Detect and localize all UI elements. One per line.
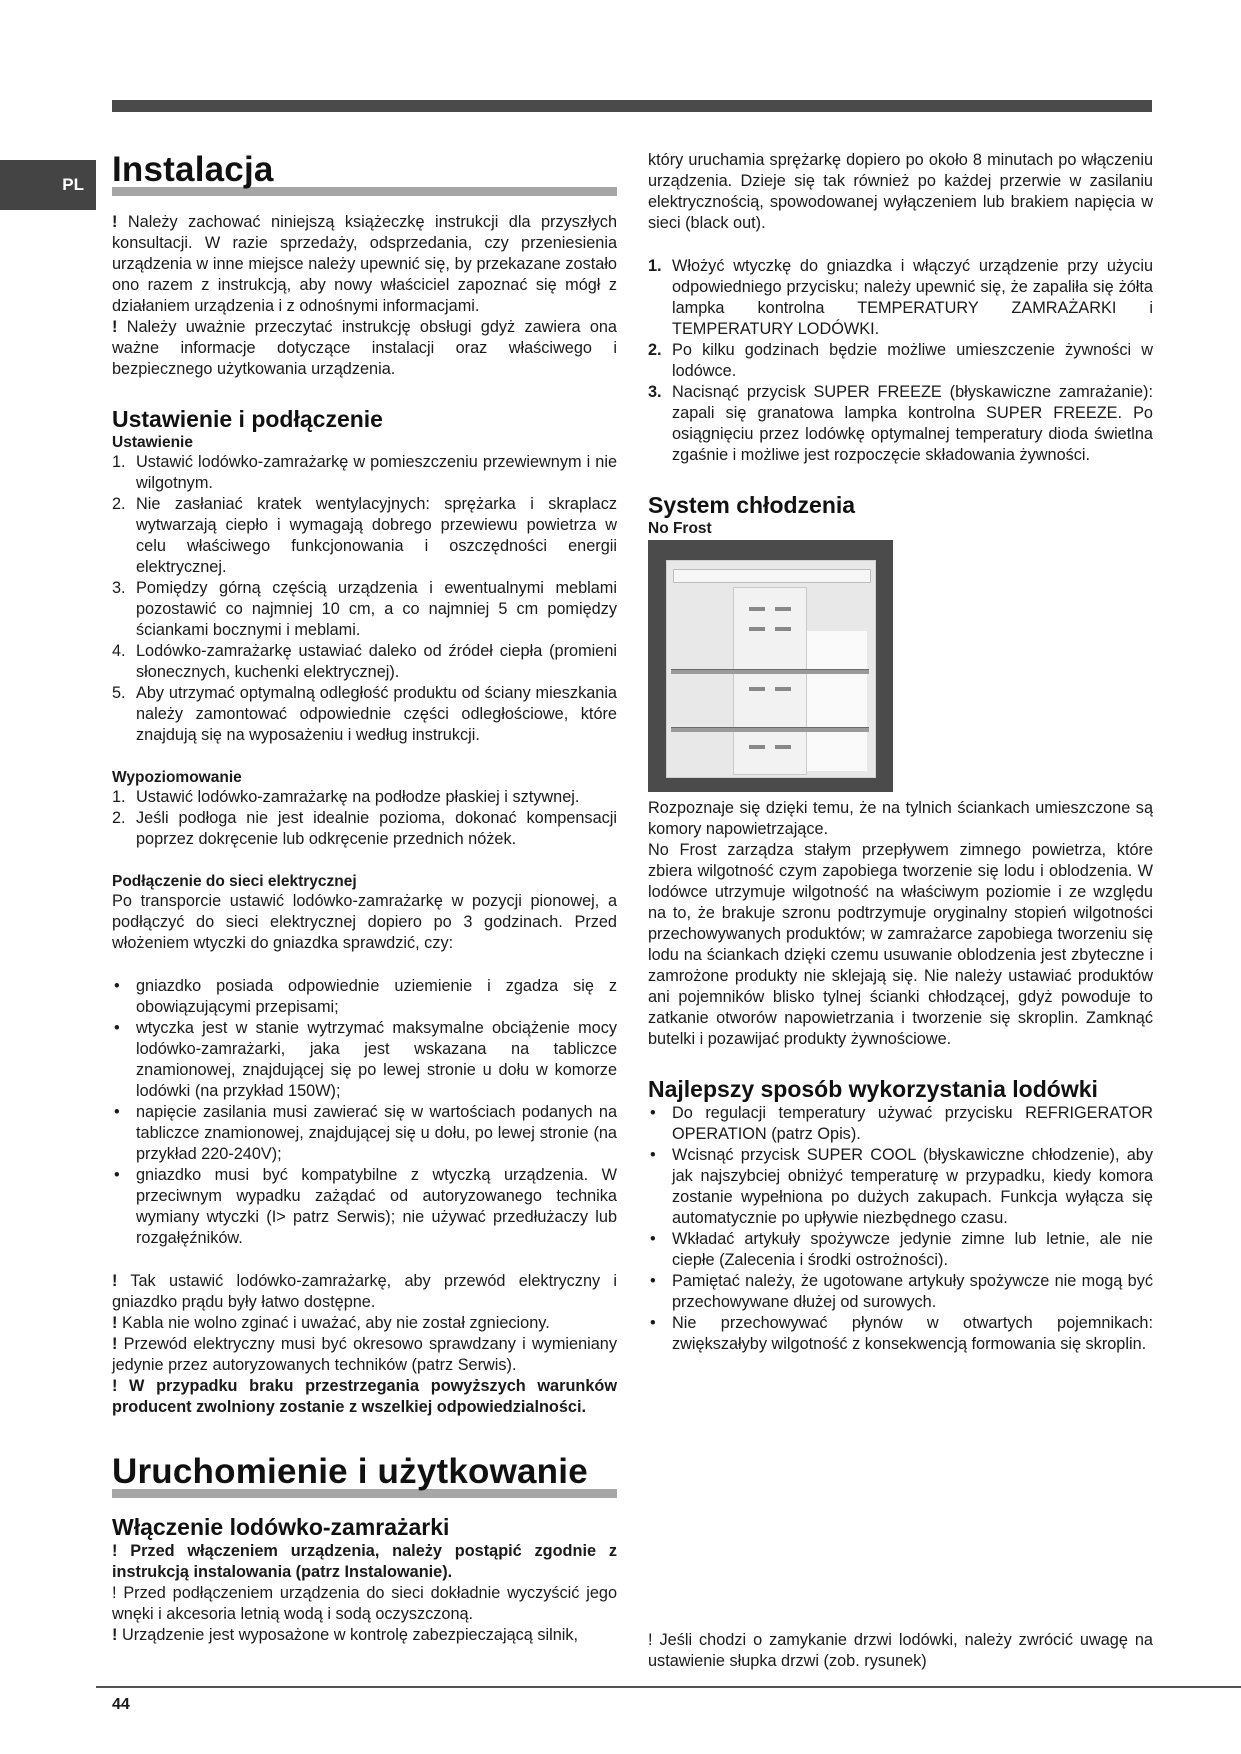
startup-continuation: który uruchamia sprężarkę dopiero po około 8 minutach po włączeniu urządzenia. Dzieje się tak również po każdej przerwie w zasilaniu elektrycznością, spowodowanej wyłączeniem lub brakiem napięcia w sieci (black out). [648, 151, 1153, 232]
list-item: • Nie przechowywać płynów w otwartych pojemnikach: zwiększałyby wilgotność z konsekwencją formowania się skroplin. [650, 1314, 1153, 1353]
page-number: 44 [112, 1696, 130, 1713]
list-item: 5. Aby utrzymać optymalną odległość produktu od ściany mieszkania należy zamontować odpowiednie części odległościowe, które znajdują się na wyposażeniu i według instrukcji. [112, 684, 617, 744]
install-note-1: ! Należy zachować niniejszą książeczkę instrukcji dla przyszłych konsultacji. W razie sprzedaży, odsprzedania, czy przeniesienia urządzenia w inne miejsce należy upewnić się, by przekazane zostało ono razem z instrukcją, aby nowy właściciel zapoznać się mógł z działaniem urządzenia i z odnośnymi informacjami. [112, 213, 617, 315]
air-duct [733, 587, 807, 775]
list-item: • gniazdko musi być kompatybilne z wtyczką urządzenia. W przeciwnym wypadku zażądać od autoryzowanego technika wymiany wtyczki (I> patrz Serwis); nie używać przedłużaczy lub rozgałęźników. [114, 1166, 617, 1247]
language-tab: PL [0, 160, 96, 210]
cooling-paragraph-1: Rozpoznaje się dzięki temu, że na tylnich ściankach umieszczone są komory napowietrzające. [648, 799, 1153, 838]
left-column [112, 150, 617, 1646]
installation-title: Instalacja [112, 150, 274, 189]
list-item: • Wcisnąć przycisk SUPER COOL (błyskawiczne chłodzenie), aby jak najszybciej obniżyć temperaturę w przypadku, kiedy komora zostanie wypełniona po dużych zakupach. Funkcja wyłącza się automatycznie po upływie niezbędnego czasu. [650, 1146, 1153, 1227]
fridge-interior-illustration [648, 540, 893, 792]
electric-warning-3: ! Przewód elektryczny musi być okresowo sprawdzany i wymieniany jedynie przez autoryzowanych techników (patrz Serwis). [112, 1335, 617, 1374]
list-item: 3. Nacisnąć przycisk SUPER FREEZE (błyskawiczne zamrażanie): zapali się granatowa lampka kontrolna SUPER FREEZE. Po osiągnięciu przez lodówkę optymalnej temperatury dioda świetlna zgaśnie i możliwe jest rozpoczęcie składowania żywności. [648, 383, 1153, 464]
list-item: • Pamiętać należy, że ugotowane artykuły spożywcze nie mogą być przechowywane dłużej od surowych. [650, 1272, 1153, 1311]
startup-title: Uruchomienie i użytkowanie [112, 1452, 588, 1491]
bottom-rule [96, 1686, 1241, 1688]
list-item: 1. Włożyć wtyczkę do gniazdka i włączyć urządzenie przy użyciu odpowiedniego przycisku; należy upewnić się, że zapaliła się żółta lampka kontrolna TEMPERATURY ZAMRAŻARKI i TEMPERATURY LODÓWKI. [648, 257, 1153, 338]
electric-checklist [112, 976, 617, 1249]
startup-subtitle: Włączenie lodówko-zamrażarki [112, 1514, 450, 1540]
list-item: • napięcie zasilania musi zawierać się w wartościach podanych na tabliczce znamionowej, znajdującej się u dołu, po lewej stronie (na przykład 220-240V); [114, 1103, 617, 1163]
list-item: 1. Ustawić lodówko-zamrażarkę w pomieszczeniu przewiewnym i nie wilgotnym. [112, 453, 617, 492]
shelf [671, 669, 869, 674]
list-item: 4. Lodówko-zamrażarkę ustawiać daleko od źródeł ciepła (promieni słonecznych, kuchenki elektrycznej). [112, 642, 617, 681]
startup-bold-note: ! Przed włączeniem urządzenia, należy postąpić zgodnie z instrukcją instalowania (patrz Instalowanie). [112, 1542, 617, 1581]
cooling-subtitle: No Frost [648, 520, 712, 537]
cooling-title: System chłodzenia [648, 492, 856, 518]
list-item: 2. Jeśli podłoga nie jest idealnie pozioma, dokonać kompensacji poprzez dokręcenie lub odkręcenie przednich nóżek. [112, 809, 617, 848]
placement-subtitle: Ustawienie [112, 434, 193, 451]
electric-warning-1: ! Tak ustawić lodówko-zamrażarkę, aby przewód elektryczny i gniazdko prądu były łatwo dostępne. [112, 1272, 617, 1311]
door-footnote: ! Jeśli chodzi o zamykanie drzwi lodówki, należy zwrócić uwagę na ustawienie słupka drzwi (zob. rysunek) [648, 1631, 1153, 1670]
leveling-subtitle: Wypoziomowanie [112, 769, 242, 786]
startup-steps [648, 256, 1153, 466]
list-item: • Wkładać artykuły spożywcze jedynie zimne lub letnie, ale nie ciepłe (Zalecenia i środki ostrożności). [650, 1230, 1153, 1269]
top-rule [112, 100, 1152, 112]
list-item: 2. Po kilku godzinach będzie możliwe umieszczenie żywności w lodówce. [648, 341, 1153, 380]
list-item: • gniazdko posiada odpowiednie uziemienie i zgadza się z obowiązującymi przepisami; [114, 977, 617, 1016]
list-item: • Do regulacji temperatury używać przycisku REFRIGERATOR OPERATION (patrz Opis). [650, 1104, 1153, 1143]
shelf [671, 727, 869, 732]
placement-list [112, 452, 617, 746]
cooling-paragraph-2: No Frost zarządza stałym przepływem zimnego powietrza, które zbiera wilgotność czym zapobiega tworzenie się lodu i oblodzenia. W lodówce utrzymuje wilgotność na właściwym poziomie i ze względu na to, że brakuje szronu podtrzymuje oryginalny stopień wilgotności przechowywanych produktów; w zamrażarce zapobiega tworzeniu się lodu na ściankach dzięki czemu usuwanie oblodzenia jest zbyteczne i zamrożone produkty nie sklejają się. Nie należy ustawiać produktów ani pojemników blisko tylnej ścianki chłodzącej, gdyż powoduje to zatkanie otworów napowietrzania i tworzenie się skroplin. Zamknąć butelki i pozawijać produkty żywnościowe. [648, 841, 1153, 1048]
list-item: 2. Nie zasłaniać kratek wentylacyjnych: sprężarka i skraplacz wytwarzają ciepło i wymagają dobrego przewiewu powietrza w celu właściwego funkcjonowania i oszczędności energii elektrycznej. [112, 495, 617, 576]
startup-note-1: ! Przed podłączeniem urządzenia do sieci dokładnie wyczyścić jego wnęki i akcesoria letnią wodą i sodą oczyszczoną. [112, 1584, 617, 1623]
control-panel [673, 569, 871, 583]
leveling-list [112, 787, 617, 850]
startup-note-2: ! Urządzenie jest wyposażone w kontrolę zabezpieczającą silnik, [112, 1626, 579, 1644]
best-use-title: Najlepszy sposób wykorzystania lodówki [648, 1076, 1098, 1102]
install-note-2: ! Należy uważnie przeczytać instrukcję obsługi gdyż zawiera ona ważne informacje dotyczące instalacji oraz właściwego i bezpiecznego użytkowania urządzenia. [112, 318, 617, 378]
electric-subtitle: Podłączenie do sieci elektrycznej [112, 873, 357, 890]
placement-title: Ustawienie i podłączenie [112, 406, 383, 432]
list-item: 3. Pomiędzy górną częścią urządzenia i ewentualnymi meblami pozostawić co najmniej 10 cm, a co najmniej 5 cm pomiędzy ściankami bocznymi i meblami. [112, 579, 617, 639]
list-item: 1. Ustawić lodówko-zamrażarkę na podłodze płaskiej i sztywnej. [112, 788, 580, 806]
right-column [648, 150, 1153, 1355]
list-item: • wtyczka jest w stanie wytrzymać maksymalne obciążenie mocy lodówko-zamrażarki, jaka jest wskazana na tabliczce znamionowej, znajdującej się po lewej stronie u dołu w komorze lodówki (na przykład 150W); [114, 1019, 617, 1100]
electric-warning-2: ! Kabla nie wolno zginać i uważać, aby nie został zgnieciony. [112, 1314, 550, 1332]
electric-intro: Po transporcie ustawić lodówko-zamrażarkę w pozycji pionowej, a podłączyć do sieci elektrycznej dopiero po 3 godzinach. Przed włożeniem wtyczki do gniazdka sprawdzić, czy: [112, 892, 617, 952]
liability-warning: ! W przypadku braku przestrzegania powyższych warunków producent zwolniony zostanie z wszelkiej odpowiedzialności. [112, 1377, 617, 1416]
best-use-list [648, 1103, 1153, 1355]
